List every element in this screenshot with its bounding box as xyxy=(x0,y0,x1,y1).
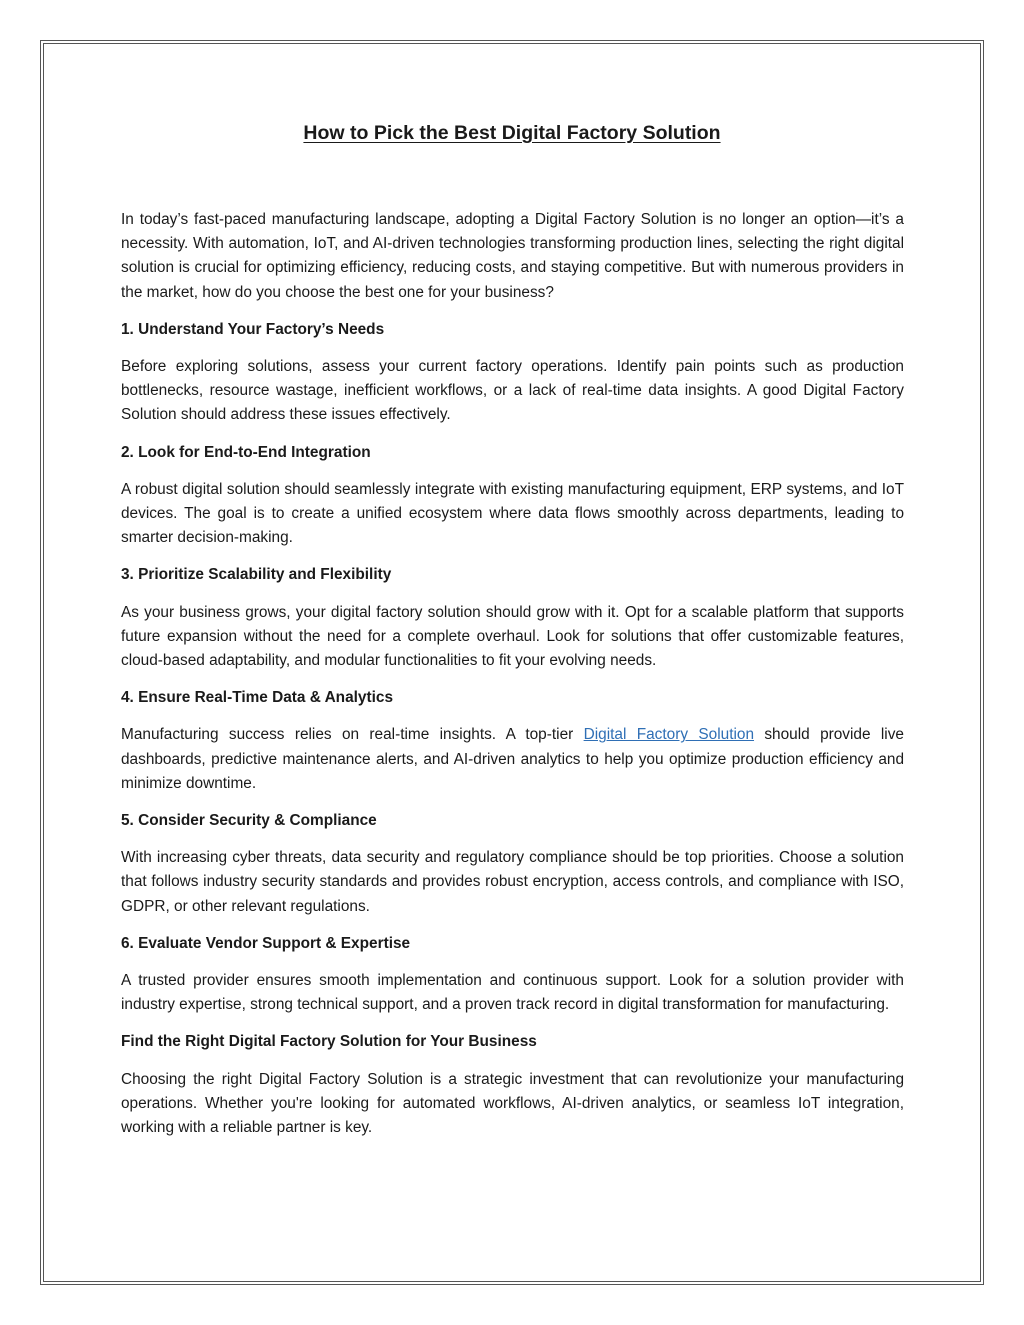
section-body-analytics xyxy=(121,723,904,796)
digital-factory-solution-link[interactable]: Digital Factory Solution xyxy=(583,726,755,744)
section-heading-needs: 1. Understand Your Factory’s Needs xyxy=(121,320,385,338)
section-body-security: With increasing cyber threats, data security and regulatory compliance should be top priorities. Choose a solution that follows industry security standards and provides robust encryption, access controls, and compliance with ISO, GDPR, or other relevant regulations. xyxy=(121,849,904,915)
section-heading-integration: 2. Look for End-to-End Integration xyxy=(121,443,371,461)
section-heading-scalability: 3. Prioritize Scalability and Flexibility xyxy=(121,566,392,584)
section-heading-analytics: 4. Ensure Real-Time Data & Analytics xyxy=(121,689,394,707)
section-body-scalability: As your business grows, your digital factory solution should grow with it. Opt for a scalable platform that supports future expansion without the need for a complete overhaul. Look for solutions that offer customizable features, cloud-based adaptability, and modular functionalities to fit your evolving needs. xyxy=(121,603,904,670)
section-heading-security: 5. Consider Security & Compliance xyxy=(121,812,377,830)
analytics-text-after-link: should provide live dashboards, predictive maintenance alerts, and AI-driven analytics to help you optimize production efficiency and minimize downtime. xyxy=(121,726,904,792)
section-body-integration: A robust digital solution should seamlessly integrate with existing manufacturing equipment, ERP systems, and IoT devices. The goal is to create a unified ecosystem where data flows smoothly across departments, leading to smarter decision-making. xyxy=(121,480,904,547)
analytics-text-before-link: Manufacturing success relies on real-time insights. A top-tier xyxy=(121,726,584,744)
intro-paragraph: In today’s fast-paced manufacturing landscape, adopting a Digital Factory Solution is no longer an option—it’s a necessity. With automation, IoT, and AI-driven technologies transforming production lines, selecting the right digital solution is crucial for optimizing efficiency, reducing costs, and staying competitive. But with numerous providers in the market, how do you choose the best one for your business? xyxy=(121,211,904,301)
section-body-conclusion: Choosing the right Digital Factory Solution is a strategic investment that can revolutionize your manufacturing operations. Whether you're looking for automated workflows, AI-driven analytics, or seamless IoT integration, working with a reliable partner is key. xyxy=(121,1070,904,1137)
document-title: How to Pick the Best Digital Factory Solution xyxy=(303,122,721,144)
section-heading-conclusion: Find the Right Digital Factory Solution for Your Business xyxy=(121,1033,537,1051)
section-heading-vendor: 6. Evaluate Vendor Support & Expertise xyxy=(121,934,411,952)
document-body xyxy=(121,208,904,1153)
section-body-vendor: A trusted provider ensures smooth implementation and continuous support. Look for a solution provider with industry expertise, strong technical support, and a proven track record in digital transformation for manufacturing. xyxy=(121,972,904,1014)
section-body-needs: Before exploring solutions, assess your current factory operations. Identify pain points such as production bottlenecks, resource wastage, inefficient workflows, or a lack of real-time data insights. A good Digital Factory Solution should address these issues effectively. xyxy=(121,358,904,424)
